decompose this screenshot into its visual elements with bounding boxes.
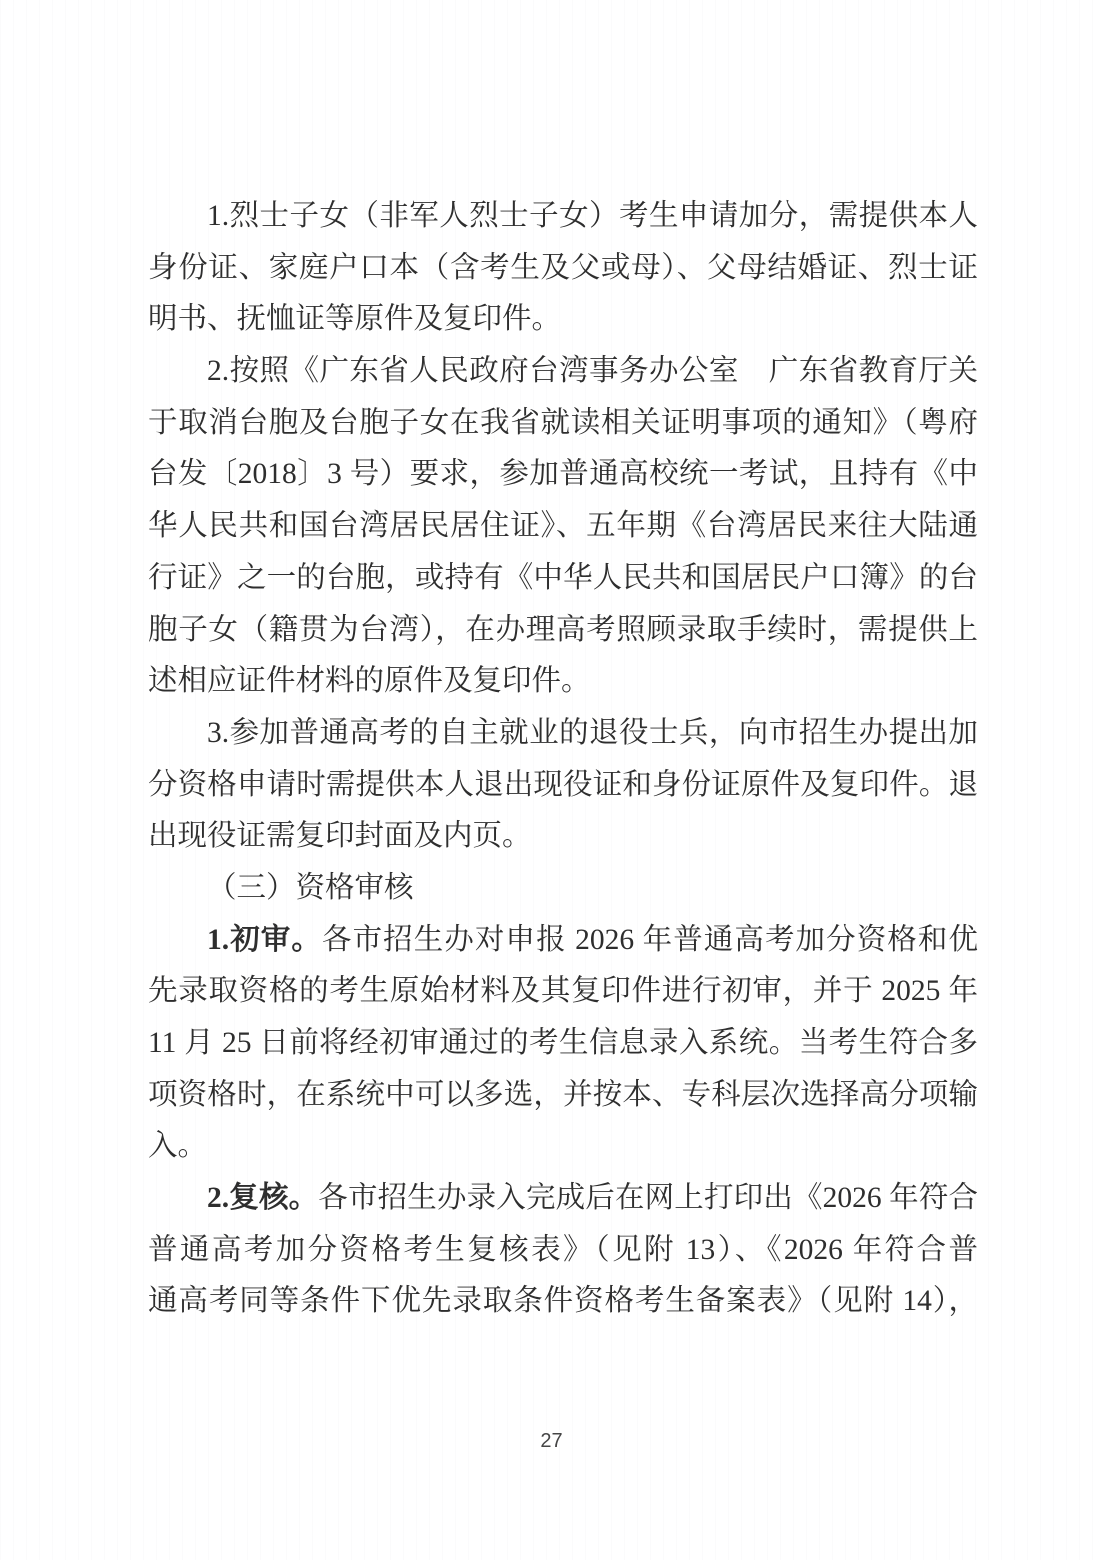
text-segment: 述相应证件材料的原件及复印件。	[148, 665, 591, 698]
text-line	[148, 1018, 978, 1070]
text-line	[148, 605, 978, 657]
text-segment: 11 月 25 日前将经初审通过的考生信息录入系统。当考生符合多	[148, 1027, 978, 1059]
text-line	[148, 294, 978, 346]
text-line	[148, 243, 978, 295]
text-line	[148, 449, 978, 501]
text-segment: 1.烈士子女（非军人烈士子女）考生申请加分，需提供本人	[207, 200, 978, 232]
text-segment: 2.按照《广东省人民政府台湾事务办公室 广东省教育厅关	[207, 355, 978, 388]
text-segment: 通高考同等条件下优先录取条件资格考生备案表》（见附 14），	[148, 1285, 978, 1318]
text-line	[148, 1070, 978, 1122]
text-segment: 身份证、家庭户口本（含考生及父或母）、父母结婚证、烈士证	[148, 251, 978, 284]
text-line	[148, 398, 978, 450]
text-segment: 各市招生办对申报 2026 年普通高考加分资格和优	[321, 923, 978, 956]
text-line	[148, 346, 978, 398]
text-segment: 明书、抚恤证等原件及复印件。	[148, 303, 562, 336]
text-line	[148, 191, 978, 243]
text-segment-bold: 2.复核。	[207, 1182, 319, 1215]
text-segment: 分资格申请时需提供本人退出现役证和身份证原件及复印件。退	[148, 768, 978, 801]
text-segment: 行证》之一的台胞，或持有《中华人民共和国居民户口簿》的台	[148, 561, 978, 594]
text-segment: （三）资格审核	[207, 871, 414, 904]
text-segment: 于取消台胞及台胞子女在我省就读相关证明事项的通知》（粤府	[148, 406, 978, 439]
document-body	[148, 191, 978, 1328]
text-segment: 普通高考加分资格考生复核表》（见附 13）、《2026 年符合普	[148, 1233, 978, 1266]
text-segment-bold: 1.初审。	[207, 923, 322, 956]
text-line	[148, 501, 978, 553]
text-segment: 先录取资格的考生原始材料及其复印件进行初审，并于 2025 年	[148, 975, 978, 1008]
text-line	[148, 553, 978, 605]
text-segment: 出现役证需复印封面及内页。	[148, 820, 532, 853]
text-line	[148, 1225, 978, 1277]
text-line	[148, 863, 978, 915]
text-line	[148, 760, 978, 812]
text-segment: 3.参加普通高考的自主就业的退役士兵，向市招生办提出加	[207, 716, 978, 749]
text-line	[148, 811, 978, 863]
text-line	[148, 656, 978, 708]
text-line	[148, 1173, 978, 1225]
text-segment: 华人民共和国台湾居民居住证》、五年期《台湾居民来往大陆通	[148, 510, 978, 543]
text-line	[148, 1276, 978, 1328]
text-segment: 项资格时，在系统中可以多选，并按本、专科层次选择高分项输	[148, 1078, 978, 1111]
text-line	[148, 708, 978, 760]
text-segment: 入。	[148, 1130, 208, 1163]
text-segment: 胞子女（籍贯为台湾），在办理高考照顾录取手续时，需提供上	[148, 613, 978, 646]
text-line	[148, 966, 978, 1018]
text-line	[148, 915, 978, 967]
text-segment: 台发〔2018〕3 号）要求，参加普通高校统一考试，且持有《中	[148, 458, 978, 491]
text-segment: 各市招生办录入完成后在网上打印出《2026 年符合	[318, 1182, 978, 1215]
text-line	[148, 1121, 978, 1173]
page-number: 27	[540, 1430, 563, 1452]
